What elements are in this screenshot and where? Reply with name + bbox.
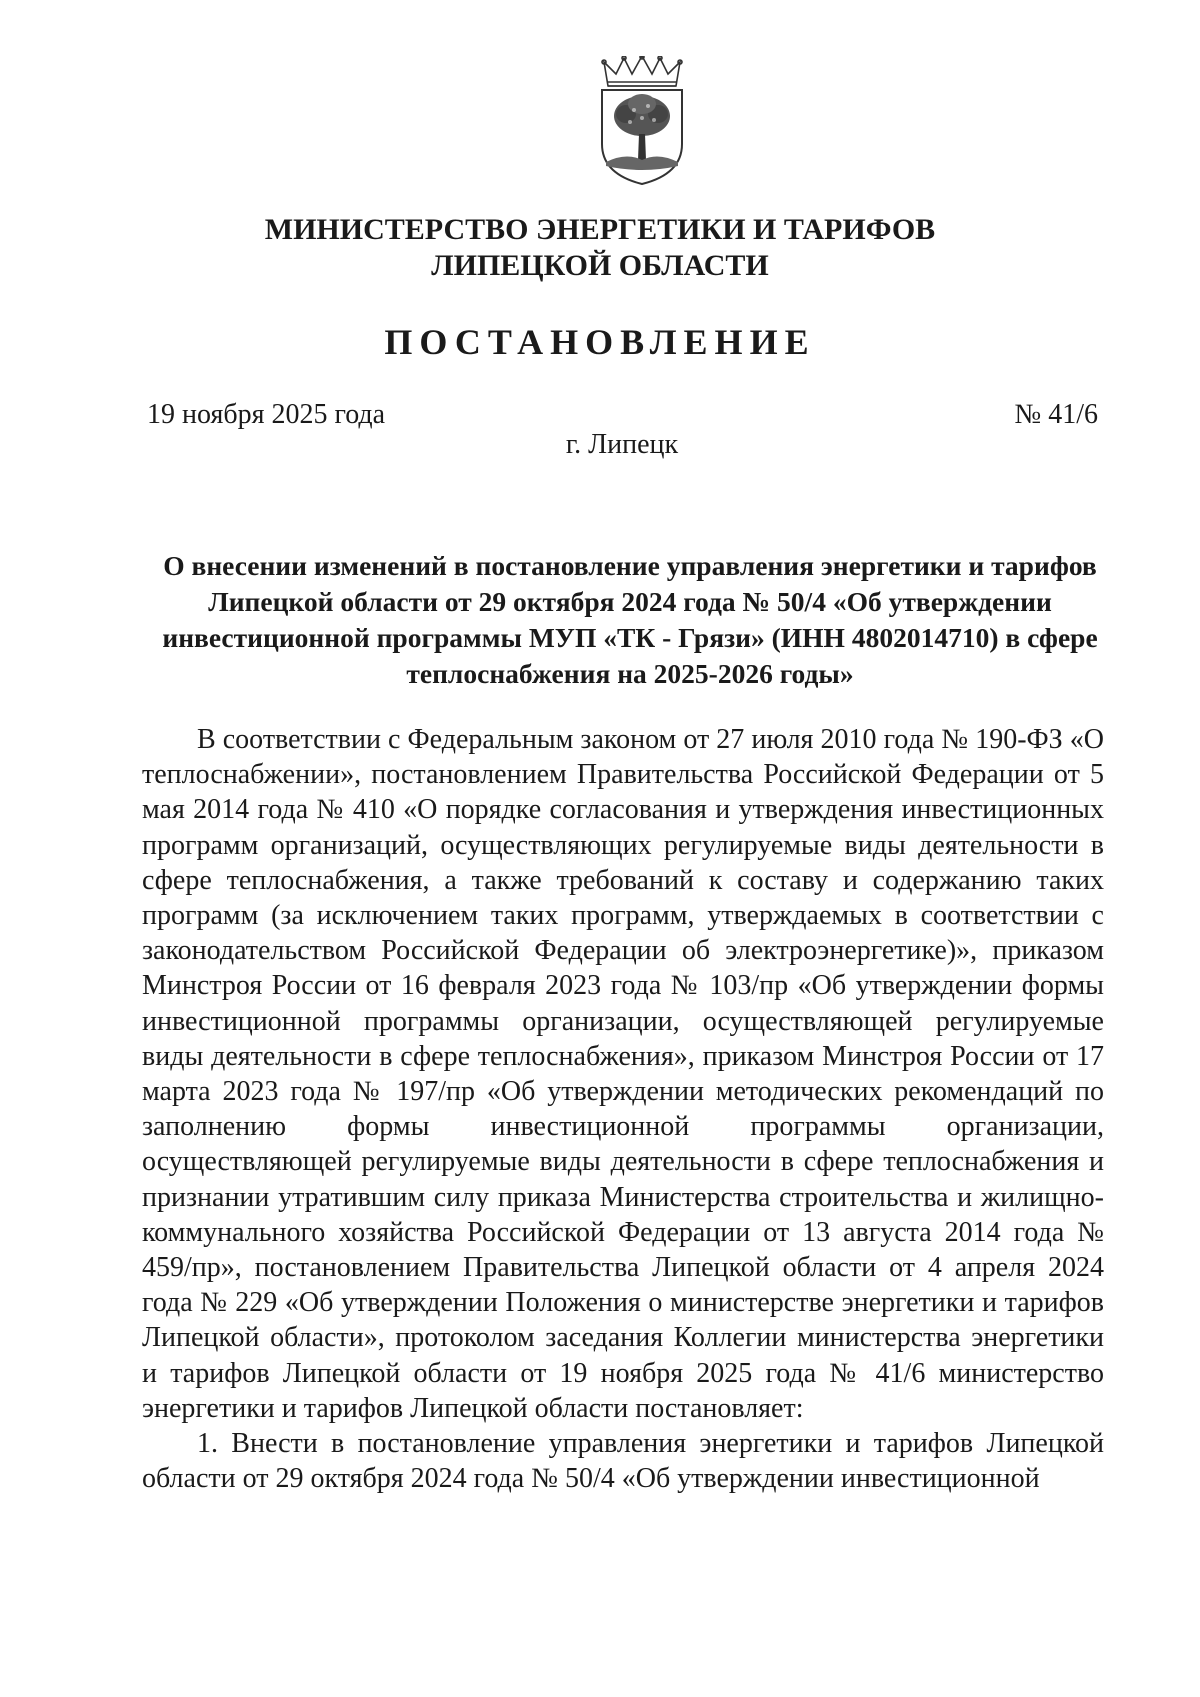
document-date: 19 ноября 2025 года bbox=[147, 399, 386, 430]
lipetsk-coat-of-arms-icon bbox=[596, 56, 688, 186]
document-title-line1: О внесении изменений в постановление управления энергетики и тарифов bbox=[163, 550, 1097, 581]
body-paragraph-preamble: В соответствии с Федеральным законом от 27 июля 2010 года № 190-ФЗ «О теплоснабжении», постановлением Правительства Российской Федерации от 5 мая 2014 года № 410 «О порядке согласования и утверждения инвестиционных программ организаций, осуществляющих регулируемые виды деятельности в сфере теплоснабжения, а также требований к составу и содержанию таких программ (за исключением таких программ, утверждаемых в соответствии с законодательством Российской Федерации об электроэнергетике)», приказом Минстроя России от 16 февраля 2023 года № 103/пр «Об утверждении формы инвестиционной программы организации, осуществляющей регулируемые виды деятельности в сфере теплоснабжения», приказом Минстроя России от 17 марта 2023 года № 197/пр «Об утверждении методических рекомендаций по заполнению формы инвестиционной программы организации, осуществляющей регулируемые виды деятельности в сфере теплоснабжения и признании утратившим силу приказа Министерства строительства и жилищно-коммунального хозяйства Российской Федерации от 13 августа 2014 года № 459/пр», постановлением Правительства Липецкой области от 4 апреля 2024 года № 229 «Об утверждении Положения о министерстве энергетики и тарифов Липецкой области», протоколом заседания Коллегии министерства энергетики и тарифов Липецкой области от 19 ноября 2025 года № 41/6 министерство энергетики и тарифов Липецкой области постановляет: bbox=[142, 724, 1104, 1424]
document-title-line3: инвестиционной программы МУП «ТК - Грязи» (ИНН 4802014710) в сфере bbox=[162, 622, 1098, 653]
document-city-text: г. Липецк bbox=[565, 429, 679, 460]
document-body bbox=[142, 722, 1104, 1496]
document-type: ПОСТАНОВЛЕНИЕ bbox=[384, 322, 816, 362]
ministry-name-line2: ЛИПЕЦКОЙ ОБЛАСТИ bbox=[431, 249, 769, 282]
ministry-name bbox=[0, 212, 1200, 284]
document-title-line4: теплоснабжения на 2025-2026 годы» bbox=[406, 658, 854, 689]
body-paragraph-item-1: 1. Внести в постановление управления энергетики и тарифов Липецкой области от 29 октября 2024 года № 50/4 «Об утверждении инвестиционной bbox=[142, 1428, 1104, 1495]
document-title bbox=[150, 548, 1110, 692]
ministry-name-line1: МИНИСТЕРСТВО ЭНЕРГЕТИКИ И ТАРИФОВ bbox=[264, 213, 936, 246]
document-city bbox=[0, 428, 1200, 462]
document-title-line2: Липецкой области от 29 октября 2024 года № 50/4 «Об утверждении bbox=[208, 586, 1052, 617]
document-number: № 41/6 bbox=[1014, 399, 1098, 430]
